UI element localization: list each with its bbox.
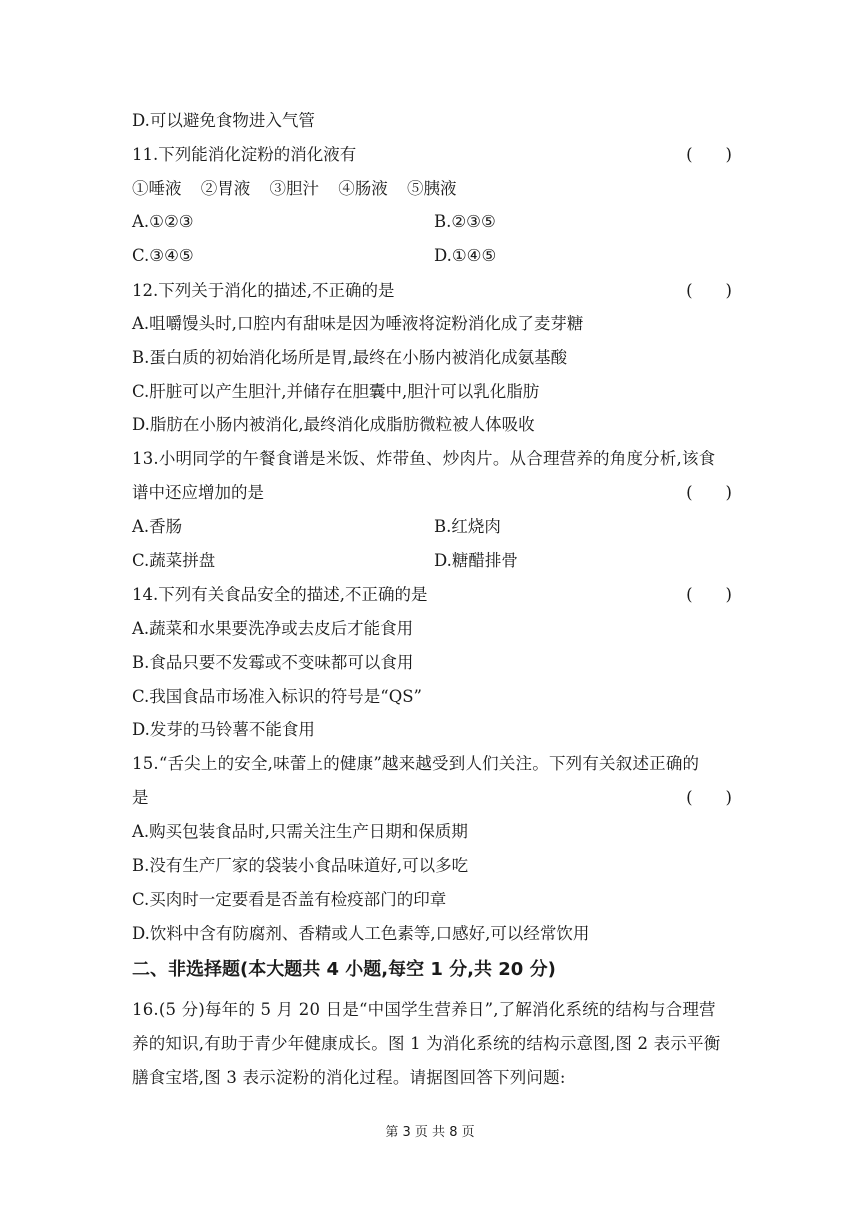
q12-answer-paren: ( ) xyxy=(686,281,732,300)
q15-stem-line1: 15.“舌尖上的安全,味蕾上的健康”越来越受到人们关注。下列有关叙述正确的 xyxy=(132,754,700,773)
q16-line2: 养的知识,有助于青少年健康成长。图 1 为消化系统的结构示意图,图 2 表示平衡 xyxy=(132,1034,721,1053)
q15-option-b: B.没有生产厂家的袋装小食品味道好,可以多吃 xyxy=(132,856,469,875)
q15-stem-text: 是 xyxy=(132,788,149,807)
q15-option-c: C.买肉时一定要看是否盖有检疫部门的印章 xyxy=(132,890,447,909)
section-title: 二、非选择题(本大题共 4 小题,每空 1 分,共 20 分) xyxy=(132,959,556,980)
q12-option-b: B.蛋白质的初始消化场所是胃,最终在小肠内被消化成氨基酸 xyxy=(132,348,568,367)
q14-option-d: D.发芽的马铃薯不能食用 xyxy=(132,720,315,739)
q11-stem-text: 11.下列能消化淀粉的消化液有 xyxy=(132,145,357,164)
q13-option-b: B.红烧肉 xyxy=(434,517,501,536)
q14-answer-paren: ( ) xyxy=(686,585,732,604)
q12-option-a: A.咀嚼馒头时,口腔内有甜味是因为唾液将淀粉消化成了麦芽糖 xyxy=(132,314,584,333)
q13-option-d: D.糖醋排骨 xyxy=(434,551,518,570)
q11-item: ⑤胰液 xyxy=(407,179,457,198)
q13-answer-paren: ( ) xyxy=(686,483,732,502)
q12-stem xyxy=(132,280,732,302)
q11-item: ③胆汁 xyxy=(269,179,319,198)
q11-item: ②胃液 xyxy=(200,179,251,198)
q10-option-d: D.可以避免食物进入气管 xyxy=(132,111,315,130)
q14-option-a: A.蔬菜和水果要洗净或去皮后才能食用 xyxy=(132,619,414,638)
q15-stem-line2 xyxy=(132,787,732,809)
q11-items xyxy=(132,178,732,200)
q11-option-a: A.①②③ xyxy=(132,212,194,231)
q13-options-row2 xyxy=(132,550,732,572)
q11-option-b: B.②③⑤ xyxy=(434,212,496,231)
q13-stem-line1: 13.小明同学的午餐食谱是米饭、炸带鱼、炒肉片。从合理营养的角度分析,该食 xyxy=(132,449,716,468)
q11-option-d: D.①④⑤ xyxy=(434,246,497,265)
q11-item: ①唾液 xyxy=(132,179,182,198)
q11-stem xyxy=(132,144,732,166)
q12-stem-text: 12.下列关于消化的描述,不正确的是 xyxy=(132,281,395,300)
q13-stem-line2 xyxy=(132,482,732,504)
q11-options-row2 xyxy=(132,245,732,267)
q13-stem-text: 谱中还应增加的是 xyxy=(132,483,264,502)
page-footer: 第 3 页 共 8 页 xyxy=(385,1125,475,1140)
q14-option-b: B.食品只要不发霉或不变味都可以食用 xyxy=(132,653,414,672)
q16-line1: 16.(5 分)每年的 5 月 20 日是“中国学生营养日”,了解消化系统的结构与合理营 xyxy=(132,1000,716,1019)
q15-option-d: D.饮料中含有防腐剂、香精或人工色素等,口感好,可以经常饮用 xyxy=(132,924,590,943)
q13-options-row1 xyxy=(132,516,732,538)
q13-option-a: A.香肠 xyxy=(132,517,183,536)
q15-option-a: A.购买包装食品时,只需关注生产日期和保质期 xyxy=(132,822,468,841)
q16-line3: 膳食宝塔,图 3 表示淀粉的消化过程。请据图回答下列问题: xyxy=(132,1068,566,1087)
q12-option-d: D.脂肪在小肠内被消化,最终消化成脂肪微粒被人体吸收 xyxy=(132,415,535,434)
q13-option-c: C.蔬菜拼盘 xyxy=(132,551,216,570)
q14-option-c: C.我国食品市场准入标识的符号是“QS” xyxy=(132,687,422,706)
q12-option-c: C.肝脏可以产生胆汁,并储存在胆囊中,胆汁可以乳化脂肪 xyxy=(132,382,540,401)
q11-answer-paren: ( ) xyxy=(686,145,732,164)
q11-option-c: C.③④⑤ xyxy=(132,246,194,265)
q14-stem xyxy=(132,584,732,606)
q15-answer-paren: ( ) xyxy=(686,788,732,807)
q11-options-row1 xyxy=(132,211,732,233)
q14-stem-text: 14.下列有关食品安全的描述,不正确的是 xyxy=(132,585,428,604)
q11-item: ④肠液 xyxy=(338,179,388,198)
